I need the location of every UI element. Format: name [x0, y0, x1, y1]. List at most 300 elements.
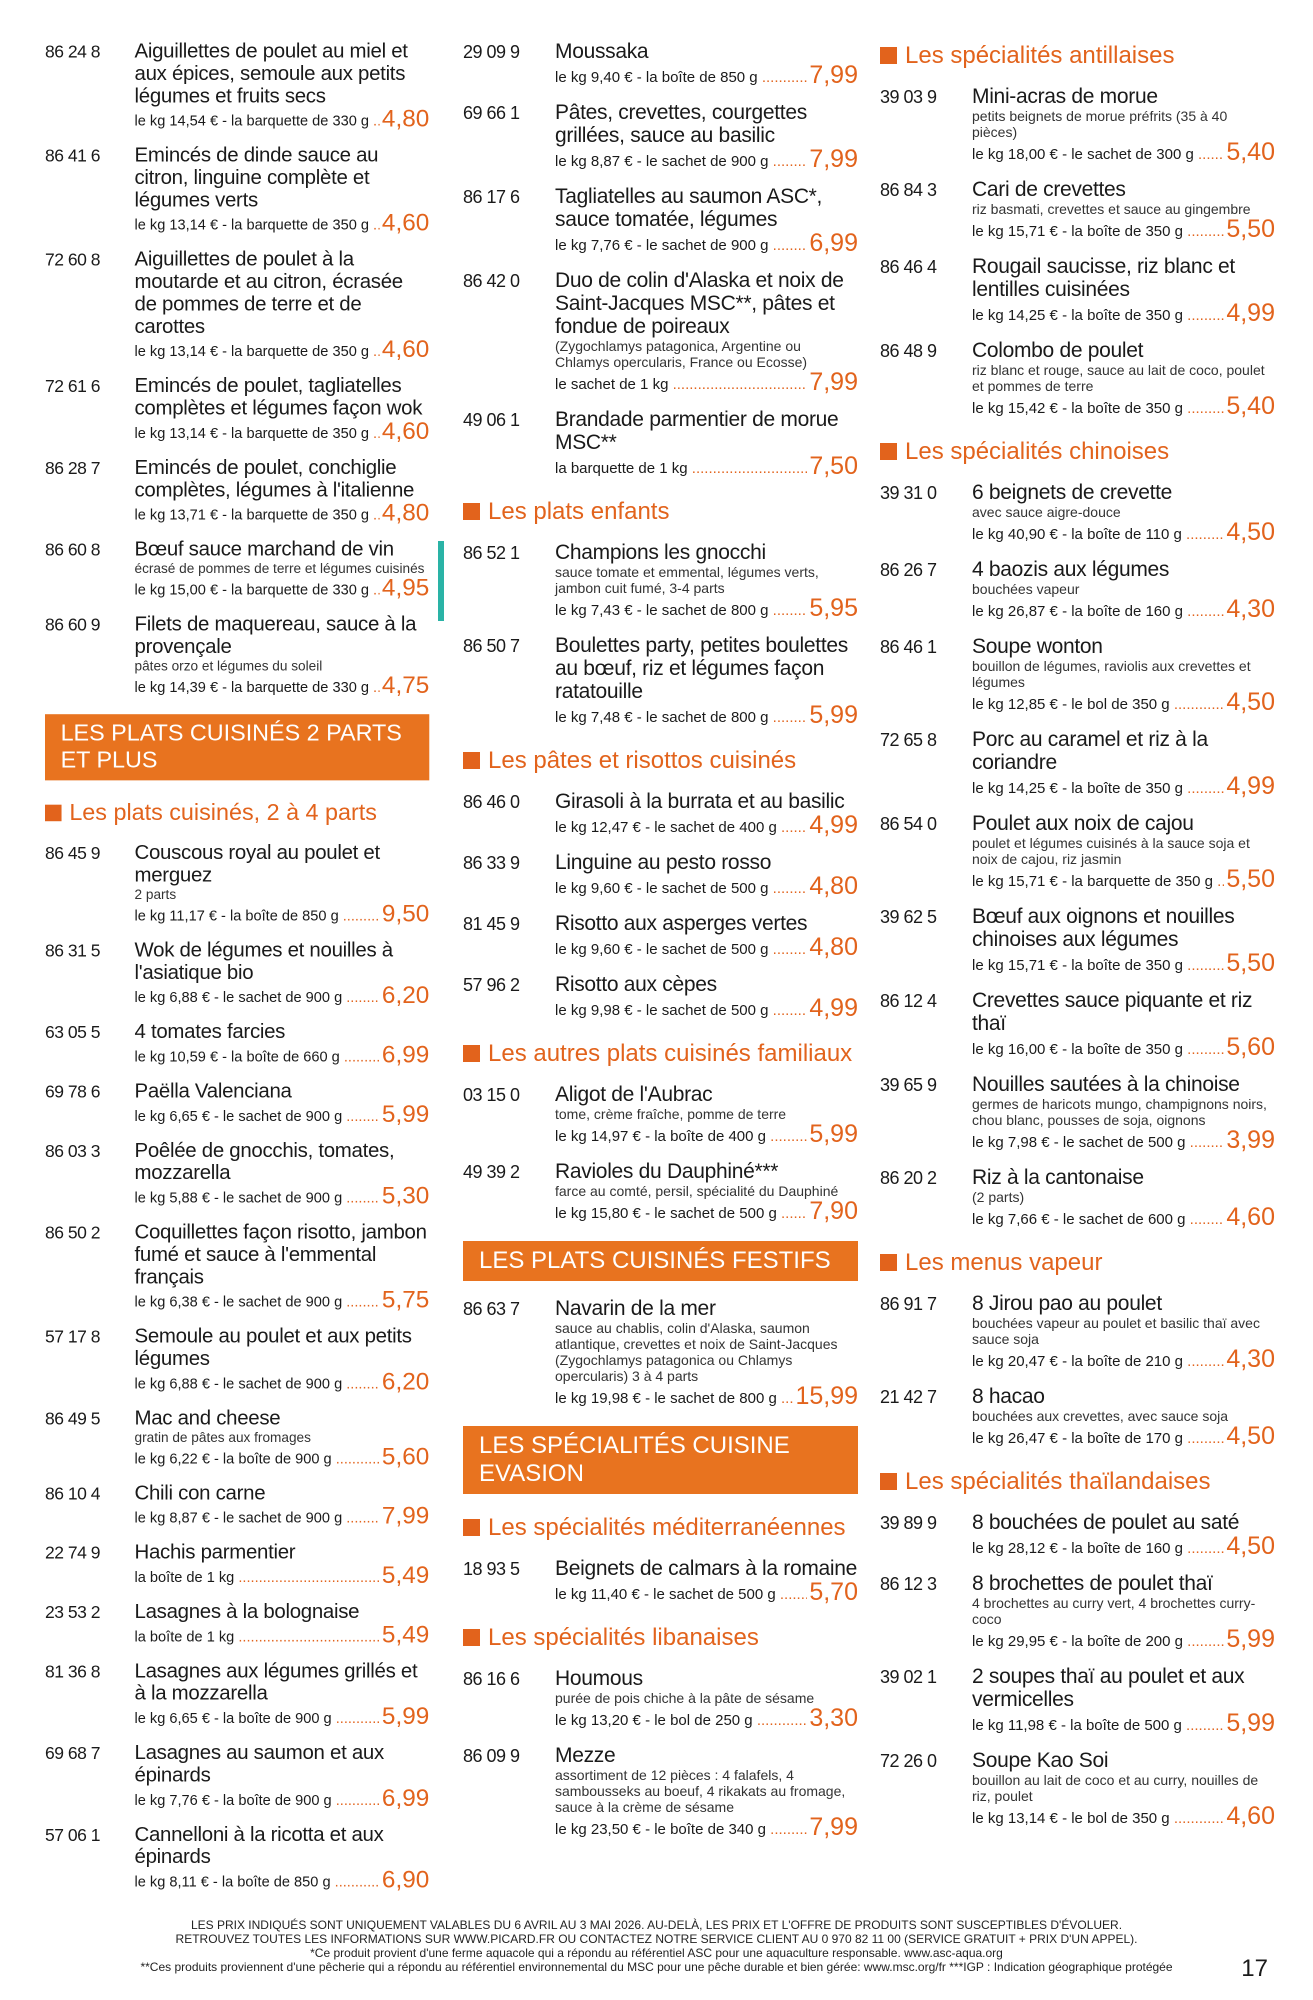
product-code: 29 09 9 [463, 42, 520, 62]
product-code: 69 66 1 [463, 103, 520, 123]
product-code: 86 17 6 [463, 187, 520, 207]
unit-price: le kg 13,14 € - la barquette de 350 g ..... [135, 344, 380, 362]
product-code: 86 41 6 [45, 146, 101, 166]
product-body [134, 1600, 430, 1649]
product-price: 4,99 [1226, 772, 1275, 800]
product-body [555, 634, 858, 727]
product-code: 39 31 0 [880, 483, 937, 503]
product-body [555, 185, 858, 255]
product-name: Nouilles sautées à la chinoise [972, 1073, 1240, 1096]
product-price: 4,30 [1226, 1345, 1275, 1373]
unit-price: le kg 8,11 € - la boîte de 850 g ..... [135, 1874, 380, 1892]
product-description: bouchées vapeur [972, 581, 1080, 597]
section-header: Les spécialités libanaises [463, 1624, 858, 1651]
product-body [134, 40, 430, 133]
price-line [972, 1711, 1275, 1735]
price-line [134, 1502, 430, 1530]
unit-price: le kg 20,47 € - la boîte de 210 g ..... [972, 1353, 1224, 1371]
banner-plats-2-parts: LES PLATS CUISINÉS 2 PARTS ET PLUS [45, 714, 429, 780]
product-price: 4,50 [1226, 1422, 1275, 1450]
product-price: 6,20 [381, 1367, 430, 1396]
product-body [972, 1511, 1275, 1558]
unit-price: le kg 15,00 € - la barquette de 330 g ..... [135, 582, 380, 600]
product-name: Poulet aux noix de cajou [972, 812, 1194, 835]
product-name: Risotto aux asperges vertes [555, 912, 808, 935]
unit-price: le kg 15,80 € - le sachet de 500 g ..... [555, 1205, 807, 1223]
unit-price: le kg 40,90 € - la boîte de 110 g ..... [972, 526, 1224, 544]
unit-price: le kg 9,60 € - le sachet de 500 g ..... [555, 941, 807, 959]
product-item [463, 851, 858, 898]
product-code: 39 03 9 [880, 87, 937, 107]
product-body [555, 1667, 858, 1730]
product-code: 81 36 8 [45, 1661, 101, 1682]
product-item [45, 456, 430, 527]
product-description: germes de haricots mungo, champignons noirs, chou blanc, pousses de soja, oignons [972, 1096, 1267, 1128]
product-description: gratin de pâtes aux fromages [134, 1429, 311, 1445]
square-bullet-icon [880, 1254, 897, 1271]
product-description: bouillon de légumes, raviolis aux crevettes et légumes [972, 658, 1251, 690]
product-body [972, 1665, 1275, 1735]
unit-price: le kg 18,00 € - le sachet de 300 g ..... [972, 146, 1224, 164]
product-body [972, 1292, 1275, 1371]
product-price: 4,60 [381, 209, 430, 237]
product-item [45, 1482, 429, 1528]
product-description: purée de pois chiche à la pâte de sésame [555, 1690, 815, 1706]
price-line [972, 1347, 1275, 1371]
product-item [880, 1511, 1275, 1558]
price-line [134, 105, 430, 133]
product-description: petits beignets de morue préfrits (35 à 40 pièces) [972, 108, 1228, 140]
product-code: 86 42 0 [463, 271, 520, 291]
product-item [880, 1292, 1275, 1371]
unit-price: le kg 6,88 € - le sachet de 900 g ..... [135, 1376, 380, 1394]
unit-price: le kg 6,88 € - le sachet de 900 g ..... [135, 990, 380, 1008]
product-item [880, 178, 1275, 241]
product-name: Lasagnes aux légumes grillés et à la mozzarella [134, 1659, 418, 1705]
price-line [134, 1100, 430, 1128]
product-name: Emincés de poulet, conchiglie complètes, légumes à l'italienne [134, 456, 415, 502]
product-code: 86 33 9 [463, 853, 520, 873]
product-body [555, 1160, 858, 1223]
square-bullet-icon [45, 805, 62, 822]
product-price: 5,49 [381, 1561, 430, 1589]
product-body [555, 1083, 858, 1146]
product-item [463, 912, 858, 959]
product-price: 4,80 [381, 105, 430, 133]
product-price: 5,50 [1226, 865, 1275, 893]
product-body [555, 973, 858, 1020]
product-code: 86 50 2 [45, 1223, 101, 1243]
product-body [135, 1660, 430, 1728]
product-name: Cari de crevettes [972, 178, 1126, 201]
product-price: 5,70 [809, 1578, 858, 1606]
product-price: 6,99 [809, 229, 858, 257]
product-price: 3,30 [809, 1704, 858, 1732]
product-price: 4,80 [809, 872, 858, 900]
product-code: 57 96 2 [463, 975, 520, 995]
product-body [972, 178, 1275, 241]
product-code: 86 63 7 [463, 1299, 520, 1319]
product-item [45, 1406, 430, 1471]
product-name: Risotto aux cèpes [555, 973, 717, 996]
price-line [134, 1866, 430, 1894]
price-line [134, 574, 430, 602]
section-header: Les autres plats cuisinés familiaux [463, 1040, 858, 1067]
product-name: Poêlée de gnocchis, tomates, mozzarella [134, 1139, 395, 1185]
product-name: Aiguillettes de poulet à la moutarde et au citron, écrasée de pommes de terre et de carottes [134, 248, 403, 338]
product-name: Beignets de calmars à la romaine [555, 1557, 858, 1580]
unit-price: le kg 9,40 € - la boîte de 850 g ..... [555, 69, 807, 87]
product-description: bouchées aux crevettes, avec sauce soja [972, 1408, 1229, 1424]
product-body [972, 905, 1275, 975]
product-code: 39 89 9 [880, 1513, 937, 1533]
product-price: 4,60 [1226, 1203, 1275, 1231]
unit-price: le kg 29,95 € - la boîte de 200 g ..... [972, 1633, 1224, 1651]
product-body [555, 408, 858, 478]
product-price: 5,99 [381, 1100, 430, 1128]
product-list [463, 1297, 858, 1408]
product-price: 5,99 [809, 1120, 858, 1148]
product-description: (2 parts) [972, 1189, 1025, 1205]
page-number: 17 [1241, 1955, 1268, 1982]
unit-price: le kg 13,14 € - la barquette de 350 g ..... [135, 217, 380, 235]
price-line [134, 900, 430, 928]
product-item [463, 1083, 858, 1146]
product-price: 4,60 [381, 335, 430, 363]
price-line [972, 1205, 1275, 1229]
product-code: 86 60 9 [45, 614, 101, 635]
product-code: 57 17 8 [45, 1327, 101, 1347]
product-body [555, 790, 858, 837]
product-list [463, 1557, 858, 1604]
unit-price: le kg 7,76 € - la boîte de 900 g ..... [135, 1792, 380, 1810]
product-price: 9,50 [381, 900, 430, 928]
product-code: 86 60 8 [45, 540, 101, 560]
product-list [45, 40, 429, 697]
legal-footer [0, 1918, 1313, 1974]
product-price: 4,75 [381, 671, 430, 699]
product-name: Champions les gnocchi [555, 541, 766, 564]
product-description: pâtes orzo et légumes du soleil [134, 657, 323, 674]
section-header: Les spécialités thaïlandaises [880, 1468, 1275, 1495]
product-price: 4,95 [381, 574, 430, 602]
product-body [135, 1482, 430, 1528]
unit-price: le kg 6,65 € - la boîte de 900 g ..... [135, 1710, 380, 1728]
product-description: sauce au chablis, colin d'Alaska, saumon atlantique, crevettes et noix de Saint-Jacques (Zygochlamys patagonica ou Chlamys opercularis) 3 à 4 parts [555, 1320, 838, 1384]
product-body [134, 1823, 430, 1894]
product-name: 8 hacao [972, 1385, 1045, 1408]
product-code: 69 68 7 [45, 1743, 101, 1763]
price-line [555, 1384, 858, 1408]
product-item [45, 1139, 430, 1210]
product-name: 8 brochettes de poulet thaï [972, 1572, 1213, 1595]
product-item [45, 1080, 429, 1126]
unit-price: le kg 14,54 € - la barquette de 330 g ..... [135, 113, 380, 131]
banner-cuisine-evasion: LES SPÉCIALITÉS CUISINE EVASION [463, 1426, 858, 1494]
product-code: 86 46 1 [880, 637, 937, 657]
product-item [880, 1572, 1275, 1651]
unit-price: le kg 26,87 € - la boîte de 160 g ..... [972, 603, 1224, 621]
product-description: riz blanc et rouge, sauce au lait de coco, poulet et pommes de terre [972, 362, 1265, 394]
product-name: 4 baozis aux légumes [972, 558, 1170, 581]
product-price: 7,99 [809, 1813, 858, 1841]
column-2 [463, 40, 858, 1853]
product-price: 4,50 [1226, 688, 1275, 716]
product-description: assortiment de 12 pièces : 4 falafels, 4 sambousseks au boeuf, 4 rikakats au fromage, sauce à la crème de sésame [555, 1767, 846, 1815]
product-item [880, 1749, 1275, 1828]
square-bullet-icon [463, 1045, 480, 1062]
price-line [134, 1367, 430, 1396]
product-name: Brandade parmentier de morue MSC** [555, 408, 839, 454]
price-line [555, 454, 858, 478]
price-line [555, 1122, 858, 1146]
product-description: 4 brochettes au curry vert, 4 brochettes curry-coco [972, 1595, 1256, 1627]
product-code: 86 31 5 [45, 940, 101, 961]
product-price: 6,99 [381, 1041, 430, 1069]
product-list [880, 481, 1275, 1229]
unit-price: le kg 7,48 € - le sachet de 800 g ..... [555, 709, 807, 727]
product-body [972, 728, 1275, 798]
product-body [972, 339, 1275, 418]
product-name: Bœuf aux oignons et nouilles chinoises aux légumes [972, 905, 1235, 951]
product-item [45, 1823, 430, 1894]
product-body [134, 1221, 430, 1314]
product-name: 6 beignets de crevette [972, 481, 1173, 504]
product-item [463, 1667, 858, 1730]
product-code: 69 78 6 [45, 1081, 101, 1102]
product-item [880, 905, 1275, 975]
kids-accent-bar [438, 541, 444, 621]
footer-line: **Ces produits proviennent d'une pêcherie qui a répondu au référentiel environnemental du MSC pour une pêche durable et bien gérée: www.msc.org/fr ***IGP : Indication géographique protégée [140, 1960, 1173, 1974]
unit-price: le kg 14,25 € - la boîte de 350 g ..... [972, 780, 1224, 798]
unit-price: le kg 15,71 € - la boîte de 350 g ..... [972, 223, 1224, 241]
product-name: Mezze [555, 1744, 616, 1767]
product-name: Coquillettes façon risotto, jambon fumé et sauce à l'emmental français [134, 1221, 427, 1289]
unit-price: le sachet de 1 kg ..... [555, 376, 807, 394]
product-price: 15,99 [795, 1382, 858, 1410]
section-header: Les pâtes et risottos cuisinés [463, 747, 858, 774]
product-price: 5,40 [1226, 392, 1275, 420]
product-price: 6,99 [381, 1784, 430, 1812]
product-item [463, 408, 858, 478]
product-price: 5,40 [1226, 138, 1275, 166]
product-code: 63 05 5 [45, 1022, 101, 1043]
price-line [972, 1534, 1275, 1558]
unit-price: le kg 19,98 € - le sachet de 800 g ..... [555, 1390, 793, 1408]
product-price: 4,50 [1226, 518, 1275, 546]
product-item [880, 339, 1275, 418]
product-body [134, 1406, 430, 1471]
price-line [972, 301, 1275, 325]
product-code: 86 45 9 [45, 843, 101, 864]
product-code: 86 10 4 [45, 1483, 101, 1504]
product-body [135, 1541, 430, 1587]
price-line [972, 140, 1275, 164]
product-list [45, 842, 429, 1892]
price-line [555, 1815, 858, 1839]
square-bullet-icon [880, 443, 897, 460]
section-header: Les plats cuisinés, 2 à 4 parts [45, 800, 429, 826]
product-item [880, 85, 1275, 164]
unit-price: le kg 11,17 € - la boîte de 850 g ..... [135, 908, 380, 926]
product-code: 86 91 7 [880, 1294, 937, 1314]
product-body [972, 481, 1275, 544]
product-item [45, 1600, 430, 1649]
product-item [463, 40, 858, 87]
unit-price: le kg 14,25 € - la boîte de 350 g ..... [972, 307, 1224, 325]
product-body [972, 1749, 1275, 1828]
unit-price: le kg 8,87 € - le sachet de 900 g ..... [135, 1510, 380, 1528]
product-list [880, 1511, 1275, 1828]
product-code: 72 60 8 [45, 250, 101, 270]
product-name: Cannelloni à la ricotta et aux épinards [134, 1823, 384, 1869]
product-name: Moussaka [555, 40, 649, 63]
product-body [134, 456, 430, 527]
product-item [45, 144, 430, 237]
product-name: 8 Jirou pao au poulet [972, 1292, 1162, 1315]
unit-price: le kg 11,98 € - la boîte de 500 g ..... [972, 1717, 1224, 1735]
product-name: Riz à la cantonaise [972, 1166, 1144, 1189]
product-code: 23 53 2 [45, 1602, 101, 1622]
product-body [134, 1325, 430, 1396]
product-price: 7,50 [809, 452, 858, 480]
product-name: Mac and cheese [134, 1406, 281, 1430]
square-bullet-icon [463, 1629, 480, 1646]
price-line [134, 1182, 430, 1210]
product-code: 86 12 3 [880, 1574, 937, 1594]
footer-line: RETROUVEZ TOUTES LES INFORMATIONS SUR WWW.PICARD.FR OU CONTACTEZ NOTRE SERVICE CLIENT AU 0 970 82 11 00 (SERVICE GRATUIT + PRIX D'UN APPEL). [175, 1932, 1138, 1946]
product-price: 5,49 [381, 1620, 430, 1649]
column-1 [45, 40, 429, 1905]
product-description: bouchées vapeur au poulet et basilic thaï avec sauce soja [972, 1315, 1260, 1347]
unit-price: le kg 26,47 € - la boîte de 170 g ..... [972, 1430, 1224, 1448]
product-price: 7,99 [809, 61, 858, 89]
product-item [880, 1166, 1275, 1229]
unit-price: le kg 7,76 € - le sachet de 900 g ..... [555, 237, 807, 255]
product-description: poulet et légumes cuisinés à la sauce soja et noix de cajou, riz jasmin [972, 835, 1250, 867]
product-code: 72 65 8 [880, 730, 937, 750]
product-item [45, 1541, 429, 1587]
product-price: 5,50 [1226, 949, 1275, 977]
product-name: Ravioles du Dauphiné*** [555, 1160, 779, 1183]
unit-price: le kg 23,50 € - le boîte de 340 g ..... [555, 1821, 807, 1839]
unit-price: la boîte de 1 kg ..... [135, 1629, 380, 1647]
price-line [134, 981, 430, 1009]
product-list [463, 1083, 858, 1223]
product-price: 7,99 [381, 1502, 430, 1530]
product-item [45, 1660, 429, 1728]
product-code: 86 12 4 [880, 991, 937, 1011]
product-code: 18 93 5 [463, 1559, 520, 1579]
product-price: 5,95 [809, 594, 858, 622]
product-code: 86 84 3 [880, 180, 937, 200]
product-price: 6,20 [381, 981, 430, 1009]
product-price: 5,75 [381, 1286, 430, 1314]
product-item [45, 1221, 430, 1314]
product-name: Bœuf sauce marchand de vin [134, 538, 394, 561]
price-line [555, 935, 858, 959]
product-item [45, 842, 429, 926]
product-price: 7,90 [809, 1197, 858, 1225]
product-description: farce au comté, persil, spécialité du Dauphiné [555, 1183, 839, 1199]
product-price: 5,60 [381, 1442, 430, 1471]
banner-plats-festifs: LES PLATS CUISINÉS FESTIFS [463, 1241, 858, 1281]
unit-price: le kg 13,71 € - la barquette de 350 g ..... [135, 507, 380, 525]
product-price: 5,99 [1226, 1625, 1275, 1653]
product-description: sauce tomate et emmental, légumes verts, jambon cuit fumé, 3-4 parts [555, 564, 819, 596]
product-body [972, 85, 1275, 164]
product-code: 39 65 9 [880, 1075, 937, 1095]
unit-price: le kg 8,87 € - le sachet de 900 g ..... [555, 153, 807, 171]
product-body [555, 101, 858, 171]
product-price: 5,99 [1226, 1709, 1275, 1737]
unit-price: le kg 9,60 € - le sachet de 500 g ..... [555, 880, 807, 898]
product-item [880, 1665, 1275, 1735]
product-body [135, 1080, 430, 1126]
product-code: 39 62 5 [880, 907, 937, 927]
price-line [134, 1041, 430, 1069]
product-item [463, 1160, 858, 1223]
product-body [135, 613, 430, 697]
product-name: Navarin de la mer [555, 1297, 716, 1320]
product-description: (Zygochlamys patagonica, Argentine ou Chlamys opercularis, France ou Ecosse) [555, 338, 808, 370]
unit-price: le kg 11,40 € - le sachet de 500 g ..... [555, 1586, 807, 1604]
product-name: Crevettes sauce piquante et riz thaï [972, 989, 1253, 1035]
price-line [972, 520, 1275, 544]
unit-price: le kg 14,39 € - la barquette de 330 g ..... [135, 679, 380, 697]
product-item [463, 269, 858, 394]
product-body [555, 851, 858, 898]
product-body [134, 538, 430, 602]
product-description: tome, crème fraîche, pomme de terre [555, 1106, 787, 1122]
column-3 [880, 40, 1275, 1842]
product-list [463, 541, 858, 727]
product-item [463, 1557, 858, 1604]
price-line [134, 417, 430, 445]
product-list [880, 1292, 1275, 1448]
product-body [134, 144, 430, 237]
price-line [134, 1784, 430, 1812]
unit-price: le kg 6,22 € - la boîte de 900 g ..... [135, 1451, 380, 1469]
product-name: Lasagnes à la bolognaise [134, 1600, 360, 1623]
product-item [463, 1744, 858, 1839]
product-list [463, 1667, 858, 1839]
product-code: 86 48 9 [880, 341, 937, 361]
product-price: 4,80 [809, 933, 858, 961]
product-item [463, 541, 858, 620]
section-header: Les spécialités antillaises [880, 42, 1275, 69]
price-line [972, 394, 1275, 418]
product-list [463, 790, 858, 1020]
product-name: 4 tomates farcies [134, 1020, 286, 1044]
price-line [972, 1804, 1275, 1828]
product-item [880, 1073, 1275, 1152]
price-line [555, 596, 858, 620]
product-name: Linguine au pesto rosso [555, 851, 772, 874]
product-code: 86 24 8 [45, 41, 101, 62]
product-item [880, 635, 1275, 714]
square-bullet-icon [463, 752, 480, 769]
product-name: Girasoli à la burrata et au basilic [555, 790, 845, 813]
price-line [972, 951, 1275, 975]
product-description: écrasé de pommes de terre et légumes cuisinés [134, 560, 425, 577]
product-price: 4,99 [809, 994, 858, 1022]
product-price: 4,99 [809, 811, 858, 839]
price-line [134, 1561, 430, 1589]
product-item [880, 1385, 1275, 1448]
product-item [45, 375, 429, 443]
square-bullet-icon [880, 1473, 897, 1490]
